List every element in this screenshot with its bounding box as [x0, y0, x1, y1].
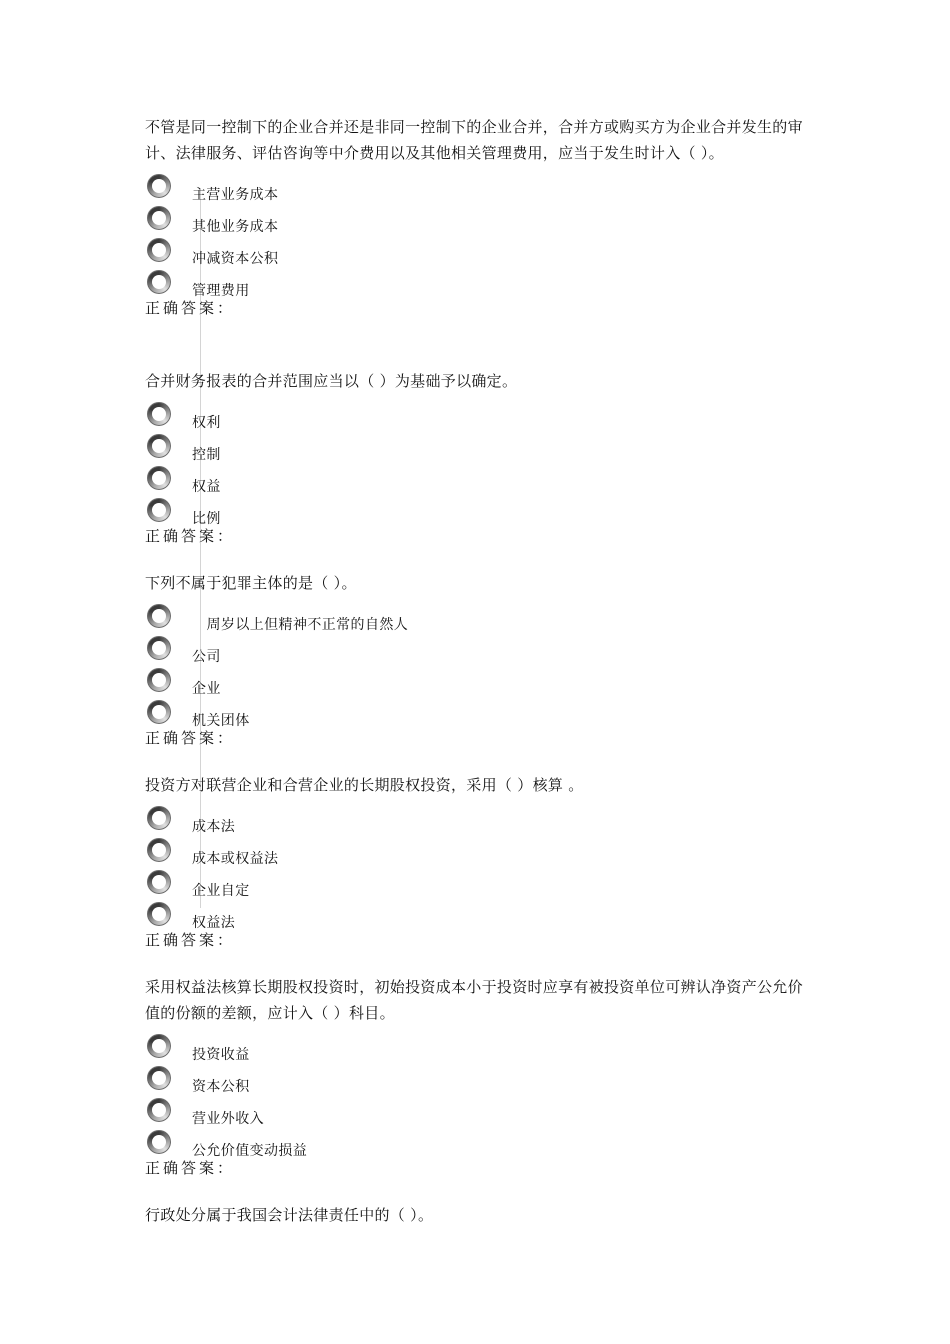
question-text: 行政处分属于我国会计法律责任中的（ ）。	[145, 1206, 434, 1224]
radio-button[interactable]	[147, 870, 171, 894]
radio-button[interactable]	[147, 238, 171, 262]
radio-button[interactable]	[147, 434, 171, 458]
option-label: 比例	[192, 511, 221, 527]
option-label: 企业自定	[192, 883, 250, 899]
question-text: 下列不属于犯罪主体的是（ ）。	[145, 574, 357, 592]
correct-answer-label: 正确答案：	[145, 931, 236, 949]
radio-button[interactable]	[147, 700, 171, 724]
option-b[interactable]	[145, 836, 810, 868]
radio-button[interactable]	[147, 636, 171, 660]
option-c[interactable]	[145, 868, 810, 900]
option-d[interactable]	[145, 496, 810, 528]
radio-button[interactable]	[147, 668, 171, 692]
question-4	[145, 772, 810, 950]
correct-answer-label: 正确答案：	[145, 527, 236, 545]
question-6	[145, 1202, 810, 1228]
option-label: 权益法	[192, 915, 236, 931]
radio-button[interactable]	[147, 1034, 171, 1058]
option-label: 冲减资本公积	[192, 251, 279, 267]
option-c[interactable]	[145, 236, 810, 268]
option-label: 公允价值变动损益	[192, 1143, 308, 1159]
question-3	[145, 570, 810, 748]
radio-button[interactable]	[147, 1098, 171, 1122]
radio-button[interactable]	[147, 838, 171, 862]
option-c[interactable]	[145, 1096, 810, 1128]
radio-button[interactable]	[147, 902, 171, 926]
option-c[interactable]	[145, 464, 810, 496]
option-a[interactable]	[145, 172, 810, 204]
option-d[interactable]	[145, 698, 810, 730]
correct-answer-label: 正确答案：	[145, 299, 236, 317]
radio-button[interactable]	[147, 604, 171, 628]
option-b[interactable]	[145, 634, 810, 666]
options-list	[145, 602, 810, 730]
option-b[interactable]	[145, 204, 810, 236]
option-label: 成本法	[192, 819, 236, 835]
options-list	[145, 804, 810, 932]
option-label: 权利	[192, 415, 221, 431]
question-text: 投资方对联营企业和合营企业的长期股权投资，采用（ ）核算 。	[145, 776, 584, 794]
option-c[interactable]	[145, 666, 810, 698]
radio-button[interactable]	[147, 402, 171, 426]
option-label: 管理费用	[192, 283, 250, 299]
option-d[interactable]	[145, 1128, 810, 1160]
question-text: 不管是同一控制下的企业合并还是非同一控制下的企业合并，合并方或购买方为企业合并发生的审计、法律服务、评估咨询等中介费用以及其他相关管理费用，应当于发生时计入（ ）。	[145, 118, 803, 162]
options-list	[145, 400, 810, 528]
options-list	[145, 1032, 810, 1160]
correct-answer-label: 正确答案：	[145, 729, 236, 747]
option-d[interactable]	[145, 900, 810, 932]
option-a[interactable]	[145, 400, 810, 432]
question-1	[145, 114, 810, 318]
option-label: 权益	[192, 479, 221, 495]
question-text: 合并财务报表的合并范围应当以（ ）为基础予以确定。	[145, 372, 518, 390]
radio-button[interactable]	[147, 806, 171, 830]
option-label: 成本或权益法	[192, 851, 279, 867]
option-label: 资本公积	[192, 1079, 250, 1095]
question-2	[145, 368, 810, 546]
option-label: 机关团体	[192, 713, 250, 729]
question-text: 采用权益法核算长期股权投资时，初始投资成本小于投资时应享有被投资单位可辨认净资产公允价值的份额的差额，应计入（ ）科目。	[145, 978, 803, 1022]
option-a[interactable]	[145, 804, 810, 836]
correct-answer-label: 正确答案：	[145, 1159, 236, 1177]
radio-button[interactable]	[147, 1066, 171, 1090]
question-5	[145, 974, 810, 1178]
radio-button[interactable]	[147, 466, 171, 490]
radio-button[interactable]	[147, 270, 171, 294]
option-label: 其他业务成本	[192, 219, 279, 235]
option-label: 周岁以上但精神不正常的自然人	[192, 617, 409, 633]
option-a[interactable]	[145, 602, 810, 634]
option-label: 公司	[192, 649, 221, 665]
option-d[interactable]	[145, 268, 810, 300]
option-label: 控制	[192, 447, 221, 463]
radio-button[interactable]	[147, 206, 171, 230]
option-label: 企业	[192, 681, 221, 697]
option-label: 主营业务成本	[192, 187, 279, 203]
option-b[interactable]	[145, 432, 810, 464]
options-list	[145, 172, 810, 300]
radio-button[interactable]	[147, 498, 171, 522]
radio-button[interactable]	[147, 174, 171, 198]
option-b[interactable]	[145, 1064, 810, 1096]
option-a[interactable]	[145, 1032, 810, 1064]
option-label: 投资收益	[192, 1047, 250, 1063]
radio-button[interactable]	[147, 1130, 171, 1154]
option-label: 营业外收入	[192, 1111, 264, 1127]
